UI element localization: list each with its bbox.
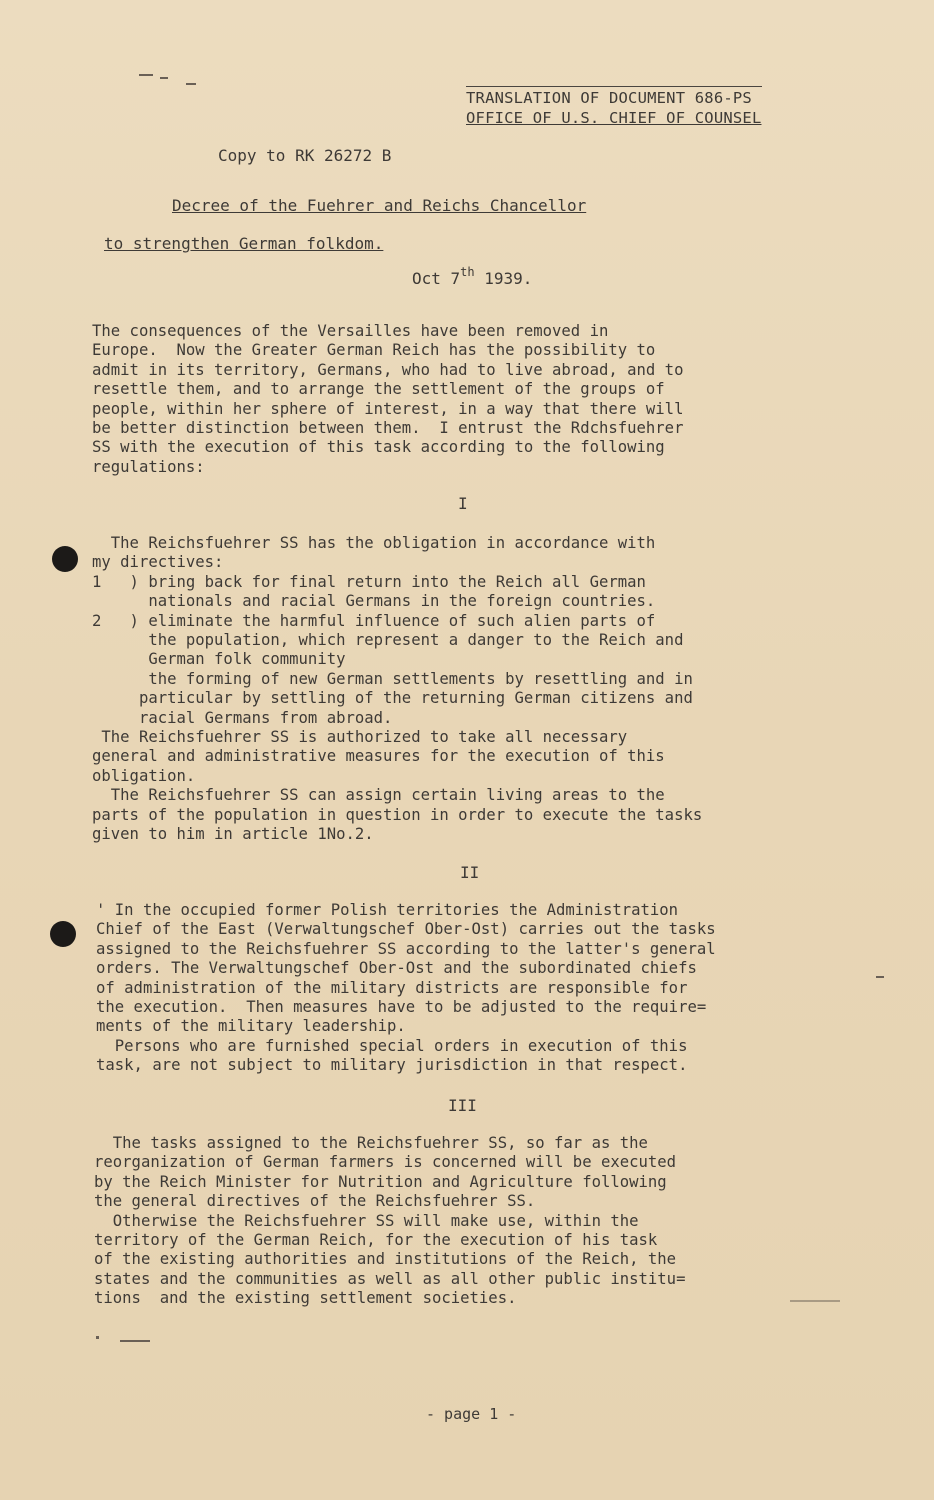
stray-mark: [186, 83, 196, 85]
stray-mark: [139, 74, 153, 76]
date-suffix: th: [460, 265, 475, 279]
decree-subtitle: to strengthen German folkdom.: [104, 234, 384, 253]
stray-mark: [790, 1300, 840, 1302]
stray-mark: [876, 976, 884, 978]
date-main: Oct 7: [412, 269, 461, 288]
document-header: [466, 86, 762, 128]
decree-title: Decree of the Fuehrer and Reichs Chancellor: [172, 196, 587, 215]
section-numeral-1: I: [458, 494, 468, 513]
intro-paragraph: The consequences of the Versailles have been removed in Europe. Now the Greater German Reich has the possibility to admit in its territory, Germans, who had to live abroad, and to resettle them, and to arrange the settlement of the groups of people, within her sphere of interest, in a way that there will be better distinction between them. I entrust the Rdchsfuehrer SS with the execution of this task according to the following regulations:: [92, 322, 684, 476]
stray-mark: [96, 1336, 99, 1339]
punch-hole-top: [52, 546, 78, 572]
stray-mark: [160, 77, 168, 79]
date-year: 1939.: [474, 269, 533, 288]
section-numeral-2: II: [460, 863, 480, 882]
stray-mark: [120, 1340, 150, 1342]
copy-reference: Copy to RK 26272 B: [218, 146, 392, 165]
section-3-text: The tasks assigned to the Reichsfuehrer SS, so far as the reorganization of German farmers is concerned will be executed by the Reich Minister for Nutrition and Agriculture following the general directives of the Reichsfuehrer SS. Otherwise the Reichsfuehrer SS will make use, within the territory of the German Reich, for the execution of his task of the existing authorities and institutions of the Reich, the states and the communities as well as all other public institu= tions and the existing settlement societies.: [94, 1134, 686, 1308]
section-numeral-3: III: [448, 1096, 477, 1115]
punch-hole-middle: [50, 921, 76, 947]
office-line: OFFICE OF U.S. CHIEF OF COUNSEL: [466, 109, 762, 127]
section-2-text: ' In the occupied former Polish territories the Administration Chief of the East (Verwaltungschef Ober-Ost) carries out the tasks assigned to the Reichsfuehrer SS according to the latter's general orders. The Verwaltungschef Ober-Ost and the subordinated chiefs of administration of the military districts are responsible for the execution. Then measures have to be adjusted to the require= ments of the military leadership. Persons who are furnished special orders in execution of this task, are not subject to military jurisdiction in that respect.: [96, 901, 716, 1075]
translation-title: TRANSLATION OF DOCUMENT 686-PS: [466, 86, 762, 108]
section-1-text: The Reichsfuehrer SS has the obligation in accordance with my directives: 1 ) bring back for final return into the Reich all German nationals and racial Germans in the foreign countries. 2 ) eliminate the harmful influence of such alien parts of the population, which represent a danger to the Reich and German folk community the forming of new German settlements by resettling and in particular by settling of the returning German citizens and racial Germans from abroad. The Reichsfuehrer SS is authorized to take all necessary general and administrative measures for the execution of this obligation. The Reichsfuehrer SS can assign certain living areas to the parts of the population in question in order to execute the tasks given to him in article 1No.2.: [92, 534, 703, 844]
page-footer: - page 1 -: [426, 1405, 517, 1423]
decree-date: [412, 265, 532, 288]
